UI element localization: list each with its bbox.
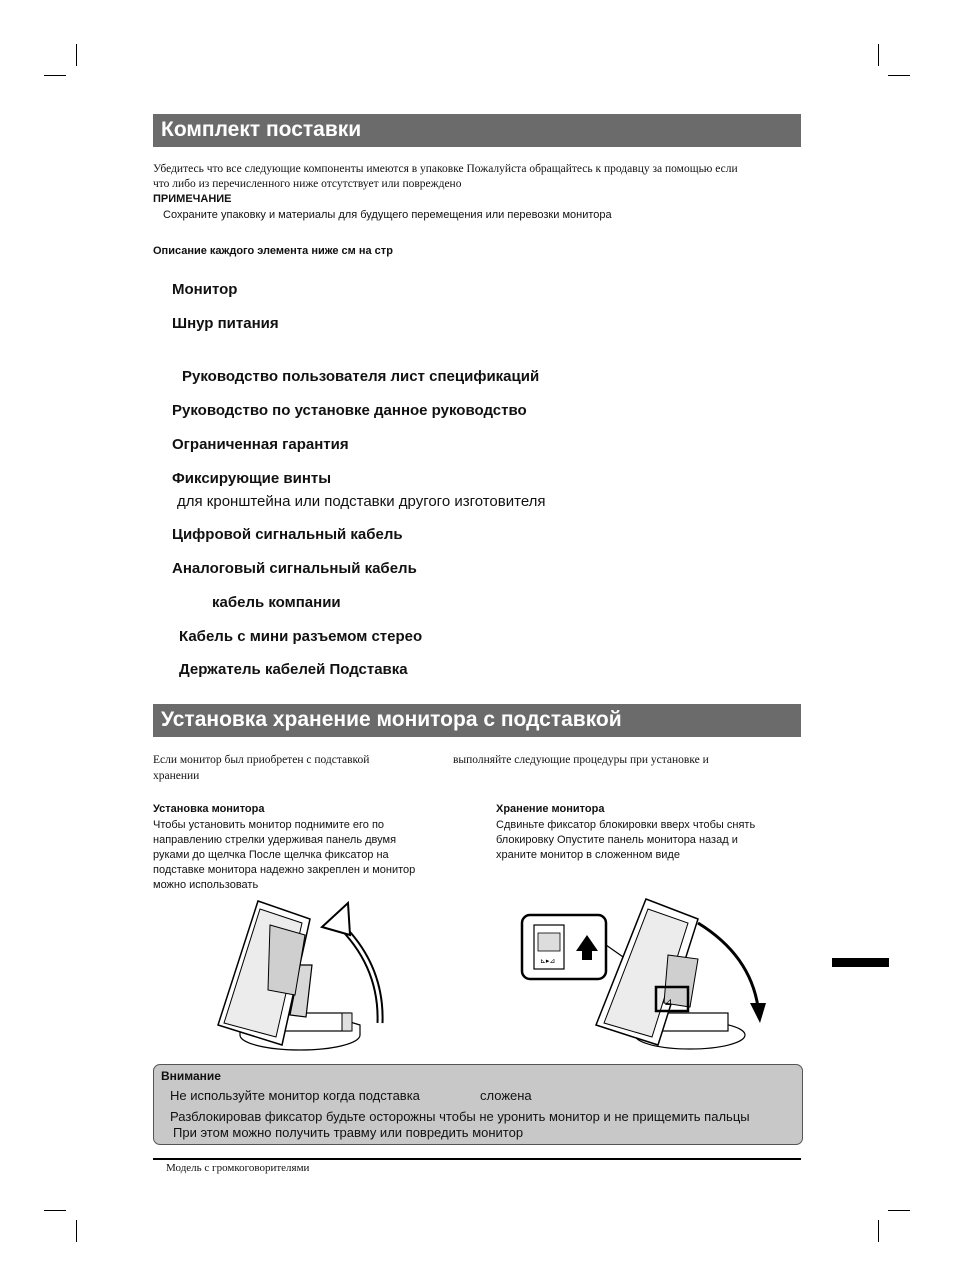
crop-mark [76, 44, 77, 66]
footer-rule [153, 1158, 801, 1160]
intro-text-line: Убедитесь что все следующие компоненты имеются в упаковке Пожалуйста обращайтесь к продавцу за помощью если [153, 163, 738, 175]
intro-left-line: Если монитор был приобретен с подставкой [153, 754, 370, 766]
section-title: Установка хранение монитора с подставкой [161, 708, 622, 731]
caution-line: Разблокировав фиксатор будьте осторожны чтобы не уронить монитор и не прищемить пальцы [170, 1109, 750, 1124]
list-item-stereo-cable: Кабель с мини разъемом стерео [179, 628, 423, 645]
section-title: Комплект поставки [161, 118, 362, 141]
list-item-screws: Фиксирующие винты [172, 470, 332, 487]
install-line: подставке монитора надежно закреплен и монитор [153, 864, 416, 876]
intro-right-line: выполняйте следующие процедуры при установке и [453, 754, 709, 766]
install-line: Чтобы установить монитор поднимите его по [153, 819, 385, 831]
crop-mark [76, 1220, 77, 1242]
storage-line: блокировку Опустите панель монитора назад и [496, 834, 738, 846]
list-item-monitor: Монитор [172, 281, 238, 298]
list-item-analog-cable: Аналоговый сигнальный кабель [172, 560, 417, 577]
note-title: ПРИМЕЧАНИЕ [153, 193, 232, 205]
install-line: можно использовать [153, 879, 259, 891]
list-item-power-cord: Шнур питания [172, 315, 279, 332]
intro-text-line: что либо из перечисленного ниже отсутствует или повреждено [153, 178, 462, 190]
storage-line: храните монитор в сложенном виде [496, 849, 680, 861]
crop-mark [44, 75, 66, 76]
list-item-setup-guide: Руководство по установке данное руководство [172, 402, 527, 419]
install-line: руками до щелчка После щелчка фиксатор на [153, 849, 389, 861]
description-reference: Описание каждого элемента ниже см на стр [153, 245, 393, 257]
caution-line: сложена [480, 1088, 532, 1103]
crop-mark [878, 44, 879, 66]
crop-mark [888, 75, 910, 76]
page-tab-mark [832, 958, 889, 967]
svg-text:⊾▸⊿: ⊾▸⊿ [540, 957, 556, 965]
list-item-screws-note: для кронштейна или подставки другого изготовителя [177, 493, 546, 510]
section-header-package-contents [153, 114, 801, 147]
storage-monitor-illustration [518, 895, 768, 1057]
install-line: направлению стрелки удерживая панель двумя [153, 834, 397, 846]
caution-line: Не используйте монитор когда подставка [170, 1088, 420, 1103]
footnote: Модель с громкоговорителями [166, 1162, 310, 1174]
note-text: Сохраните упаковку и материалы для будущего перемещения или перевозки монитора [163, 209, 612, 221]
intro-left-line: хранении [153, 770, 200, 782]
svg-text:⊿: ⊿ [664, 997, 673, 1008]
list-item-user-manual: Руководство пользователя лист спецификаций [182, 368, 540, 385]
crop-mark [888, 1210, 910, 1211]
storage-line: Сдвиньте фиксатор блокировки вверх чтобы снять [496, 819, 756, 831]
crop-mark [44, 1210, 66, 1211]
crop-mark [878, 1220, 879, 1242]
install-text [153, 818, 453, 893]
storage-text [496, 818, 796, 863]
storage-title: Хранение монитора [496, 803, 605, 815]
list-item-cable-holder: Держатель кабелей Подставка [179, 661, 408, 678]
list-item-warranty: Ограниченная гарантия [172, 436, 349, 453]
caution-line: При этом можно получить травму или повредить монитор [173, 1125, 524, 1140]
install-monitor-illustration [210, 895, 400, 1057]
caution-box [153, 1064, 803, 1145]
install-title: Установка монитора [153, 803, 265, 815]
caution-title: Внимание [161, 1069, 221, 1083]
list-item-digital-cable: Цифровой сигнальный кабель [172, 526, 403, 543]
list-item-company-cable: кабель компании [212, 594, 341, 611]
section-header-installation-storage [153, 704, 801, 737]
